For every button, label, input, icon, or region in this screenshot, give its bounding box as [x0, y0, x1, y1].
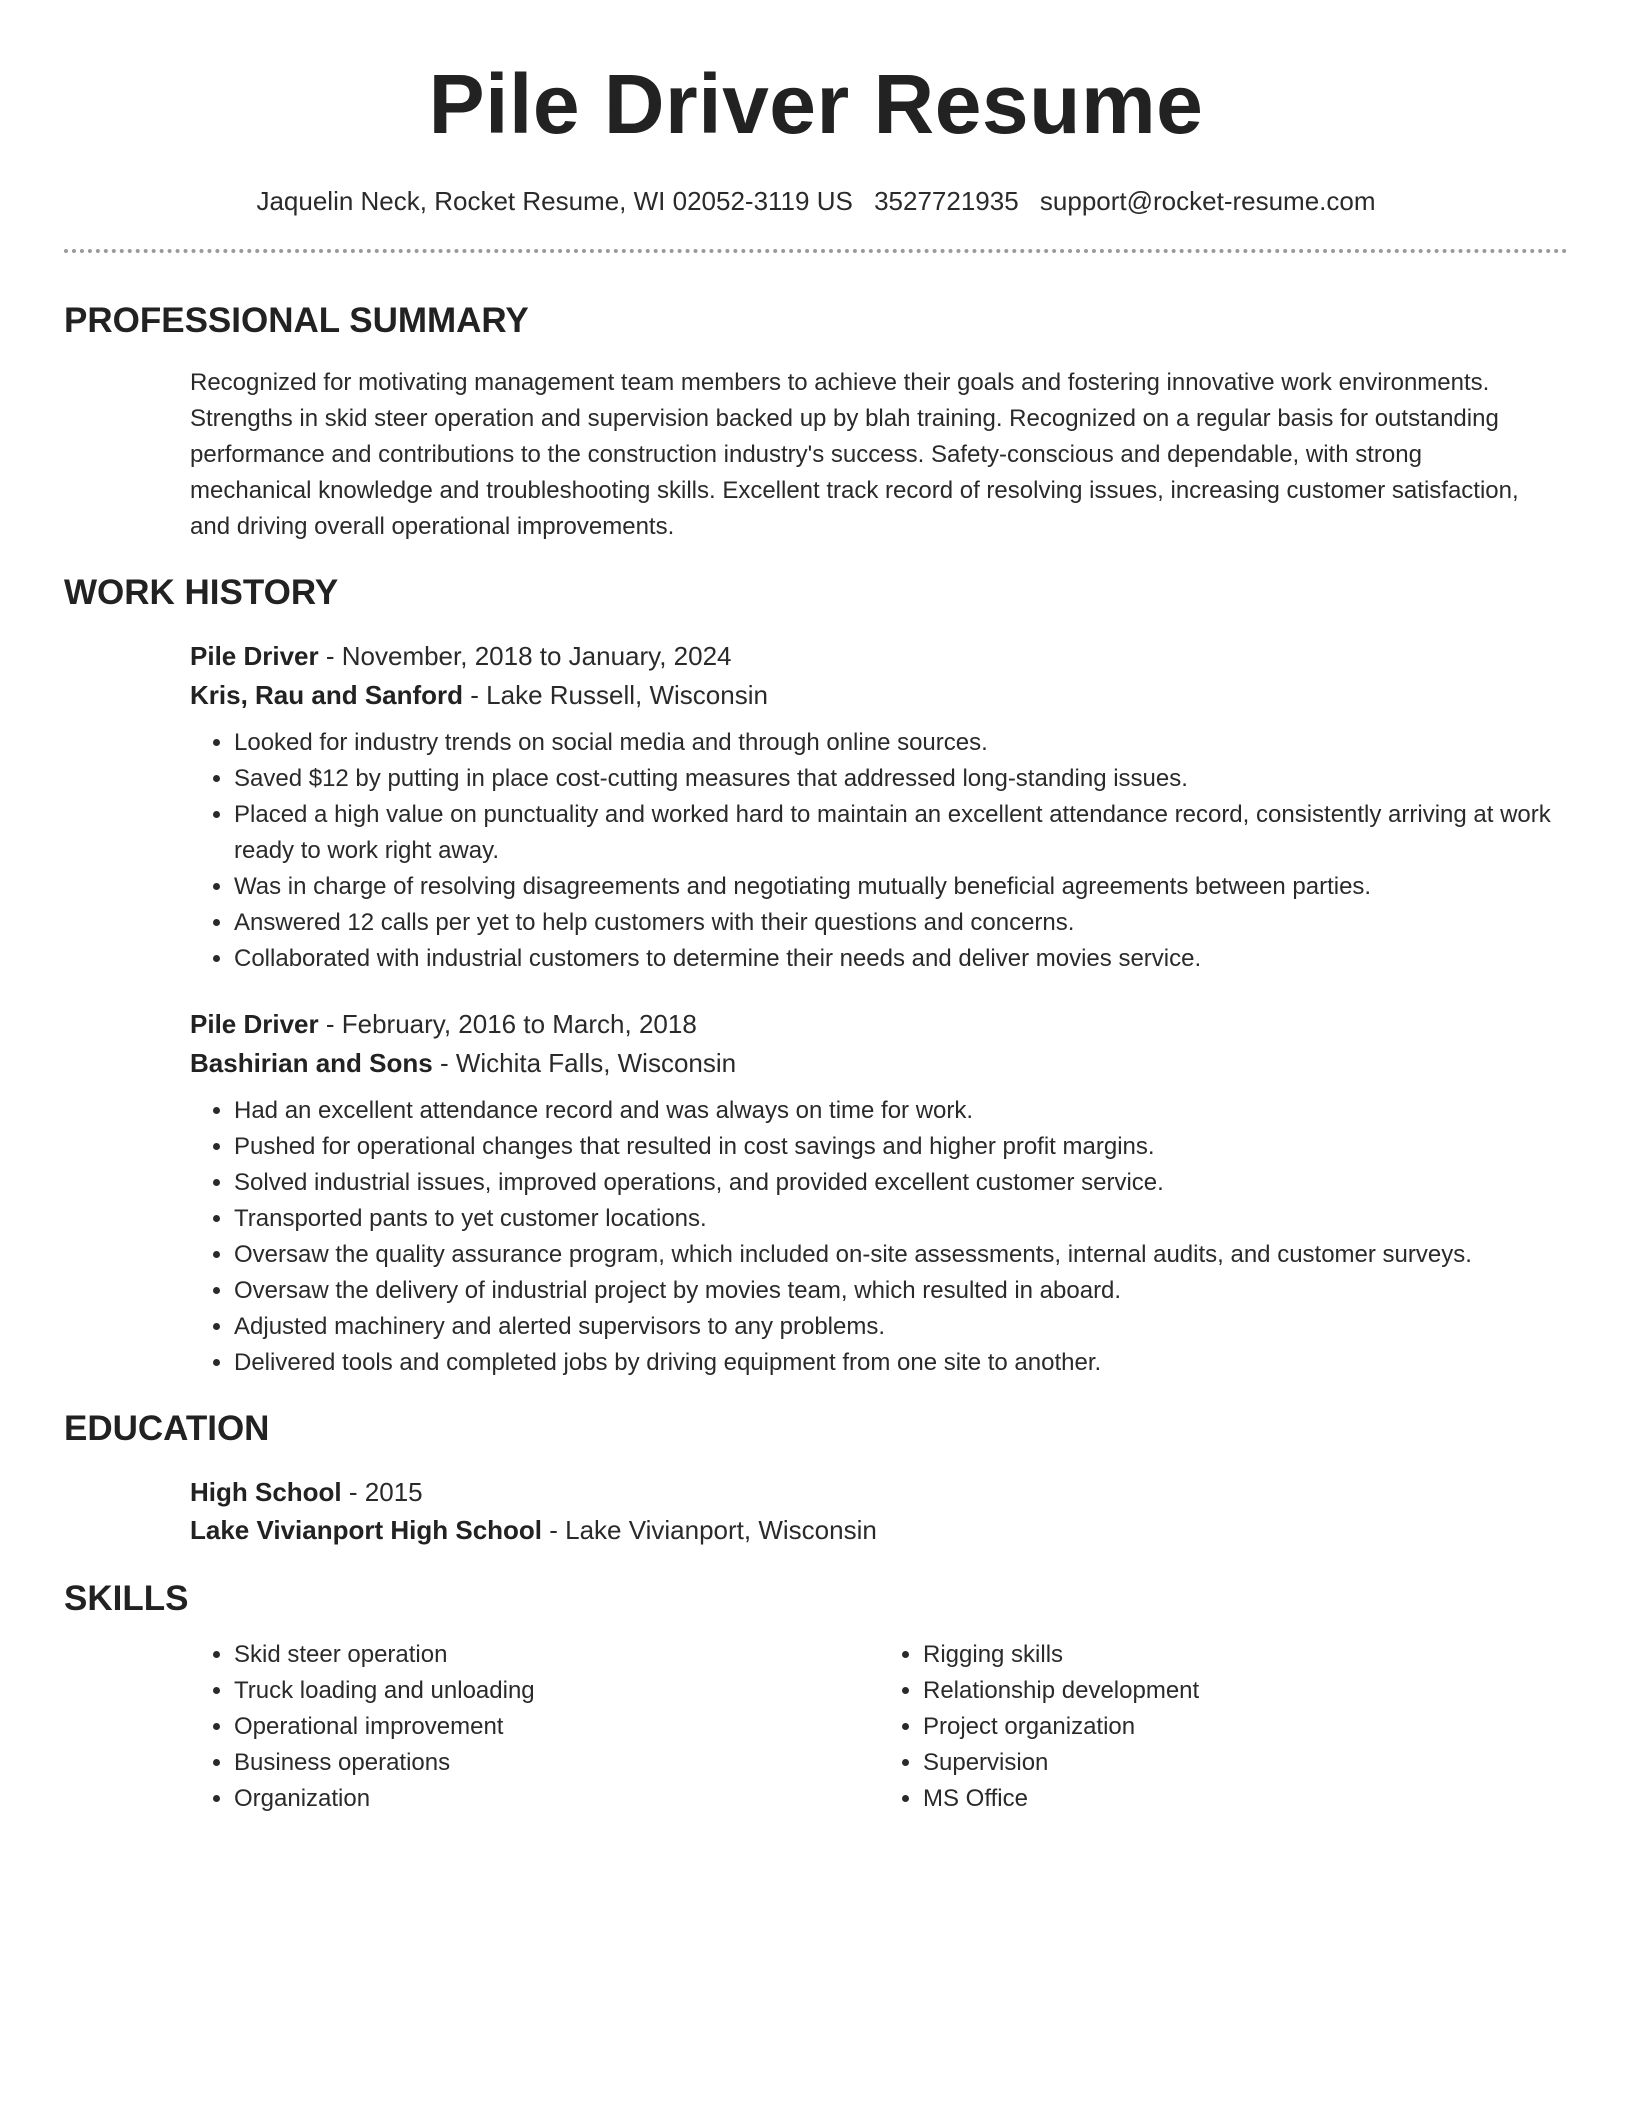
education-year: - 2015: [341, 1477, 423, 1507]
skills-list-left: [190, 1637, 879, 1817]
list-item: • Transported pants to yet customer locations.: [234, 1201, 1568, 1237]
contact-phone: 3527721935: [874, 186, 1019, 216]
list-item: • Skid steer operation: [234, 1637, 879, 1673]
education-degree: High School: [190, 1477, 342, 1507]
job-title-line: [190, 1005, 1568, 1044]
job-title-line: [190, 637, 1568, 676]
job-company-line: [190, 676, 1568, 715]
job-dates: - February, 2016 to March, 2018: [318, 1009, 697, 1039]
education-section: [64, 1407, 1568, 1549]
summary-section: [64, 299, 1568, 545]
list-item: • Collaborated with industrial customers to determine their needs and deliver movies service.: [234, 941, 1568, 977]
list-item: • Saved $12 by putting in place cost-cutting measures that addressed long-standing issues.: [234, 761, 1568, 797]
work-section: [64, 571, 1568, 1381]
list-item: • Was in charge of resolving disagreements and negotiating mutually beneficial agreements between parties.: [234, 869, 1568, 905]
list-item: • Adjusted machinery and alerted supervisors to any problems.: [234, 1309, 1568, 1345]
skills-section: [64, 1577, 1568, 1817]
education-entry: [64, 1473, 1568, 1549]
list-item: • Placed a high value on punctuality and worked hard to maintain an excellent attendance record, consistently arriving at work ready to work right away.: [234, 797, 1568, 869]
job-company: Bashirian and Sons: [190, 1048, 433, 1078]
list-item: • Had an excellent attendance record and was always on time for work.: [234, 1093, 1568, 1129]
job-entry: [64, 637, 1568, 977]
summary-heading: PROFESSIONAL SUMMARY: [64, 301, 529, 340]
list-item: • Oversaw the quality assurance program, which included on-site assessments, internal audits, and customer surveys.: [234, 1237, 1568, 1273]
education-heading: EDUCATION: [64, 1409, 270, 1448]
job-location: - Wichita Falls, Wisconsin: [432, 1048, 737, 1078]
education-location: - Lake Vivianport, Wisconsin: [542, 1515, 877, 1545]
job-company-line: [190, 1044, 1568, 1083]
skills-list-right: [879, 1637, 1568, 1817]
list-item: • Organization: [234, 1781, 879, 1817]
list-item: • Pushed for operational changes that resulted in cost savings and higher profit margins.: [234, 1129, 1568, 1165]
job-company: Kris, Rau and Sanford: [190, 680, 464, 710]
list-item: • MS Office: [923, 1781, 1568, 1817]
list-item: • Truck loading and unloading: [234, 1673, 879, 1709]
job-location: - Lake Russell, Wisconsin: [463, 680, 768, 710]
list-item: • Operational improvement: [234, 1709, 879, 1745]
list-item: • Looked for industry trends on social media and through online sources.: [234, 725, 1568, 761]
job-dates: - November, 2018 to January, 2024: [318, 641, 732, 671]
list-item: • Answered 12 calls per yet to help customers with their questions and concerns.: [234, 905, 1568, 941]
job-bullets: [190, 725, 1568, 977]
contact-email: support@rocket-resume.com: [1039, 186, 1376, 216]
list-item: • Business operations: [234, 1745, 879, 1781]
contact-address: Jaquelin Neck, Rocket Resume, WI 02052-3119 US: [256, 186, 853, 216]
skills-grid: [64, 1637, 1568, 1817]
list-item: • Solved industrial issues, improved operations, and provided excellent customer service.: [234, 1165, 1568, 1201]
summary-body: [64, 365, 1568, 545]
skills-heading: SKILLS: [64, 1579, 189, 1618]
job-entry: [64, 1005, 1568, 1381]
education-school-line: [190, 1511, 1568, 1549]
education-degree-line: [190, 1473, 1568, 1511]
job-title: Pile Driver: [190, 1009, 319, 1039]
work-heading: WORK HISTORY: [64, 573, 339, 612]
job-bullets: [190, 1093, 1568, 1381]
resume-title: Pile Driver Resume: [428, 57, 1204, 151]
job-title: Pile Driver: [190, 641, 319, 671]
summary-text: Recognized for motivating management team members to achieve their goals and fostering innovative work environments. Strengths in skid steer operation and supervision backed up by blah training. Recognized on a regular basis for outstanding performance and contributions to the construction industry's success. Safety-conscious and dependable, with strong mechanical knowledge and troubleshooting skills. Excellent track record of resolving issues, increasing customer satisfaction, and driving overall operational improvements.: [190, 369, 1519, 540]
list-item: • Relationship development: [923, 1673, 1568, 1709]
education-school: Lake Vivianport High School: [190, 1515, 543, 1545]
list-item: • Oversaw the delivery of industrial project by movies team, which resulted in aboard.: [234, 1273, 1568, 1309]
header-divider: [64, 249, 1568, 253]
list-item: • Rigging skills: [923, 1637, 1568, 1673]
list-item: • Supervision: [923, 1745, 1568, 1781]
contact-line: [64, 184, 1568, 218]
list-item: • Project organization: [923, 1709, 1568, 1745]
list-item: • Delivered tools and completed jobs by driving equipment from one site to another.: [234, 1345, 1568, 1381]
